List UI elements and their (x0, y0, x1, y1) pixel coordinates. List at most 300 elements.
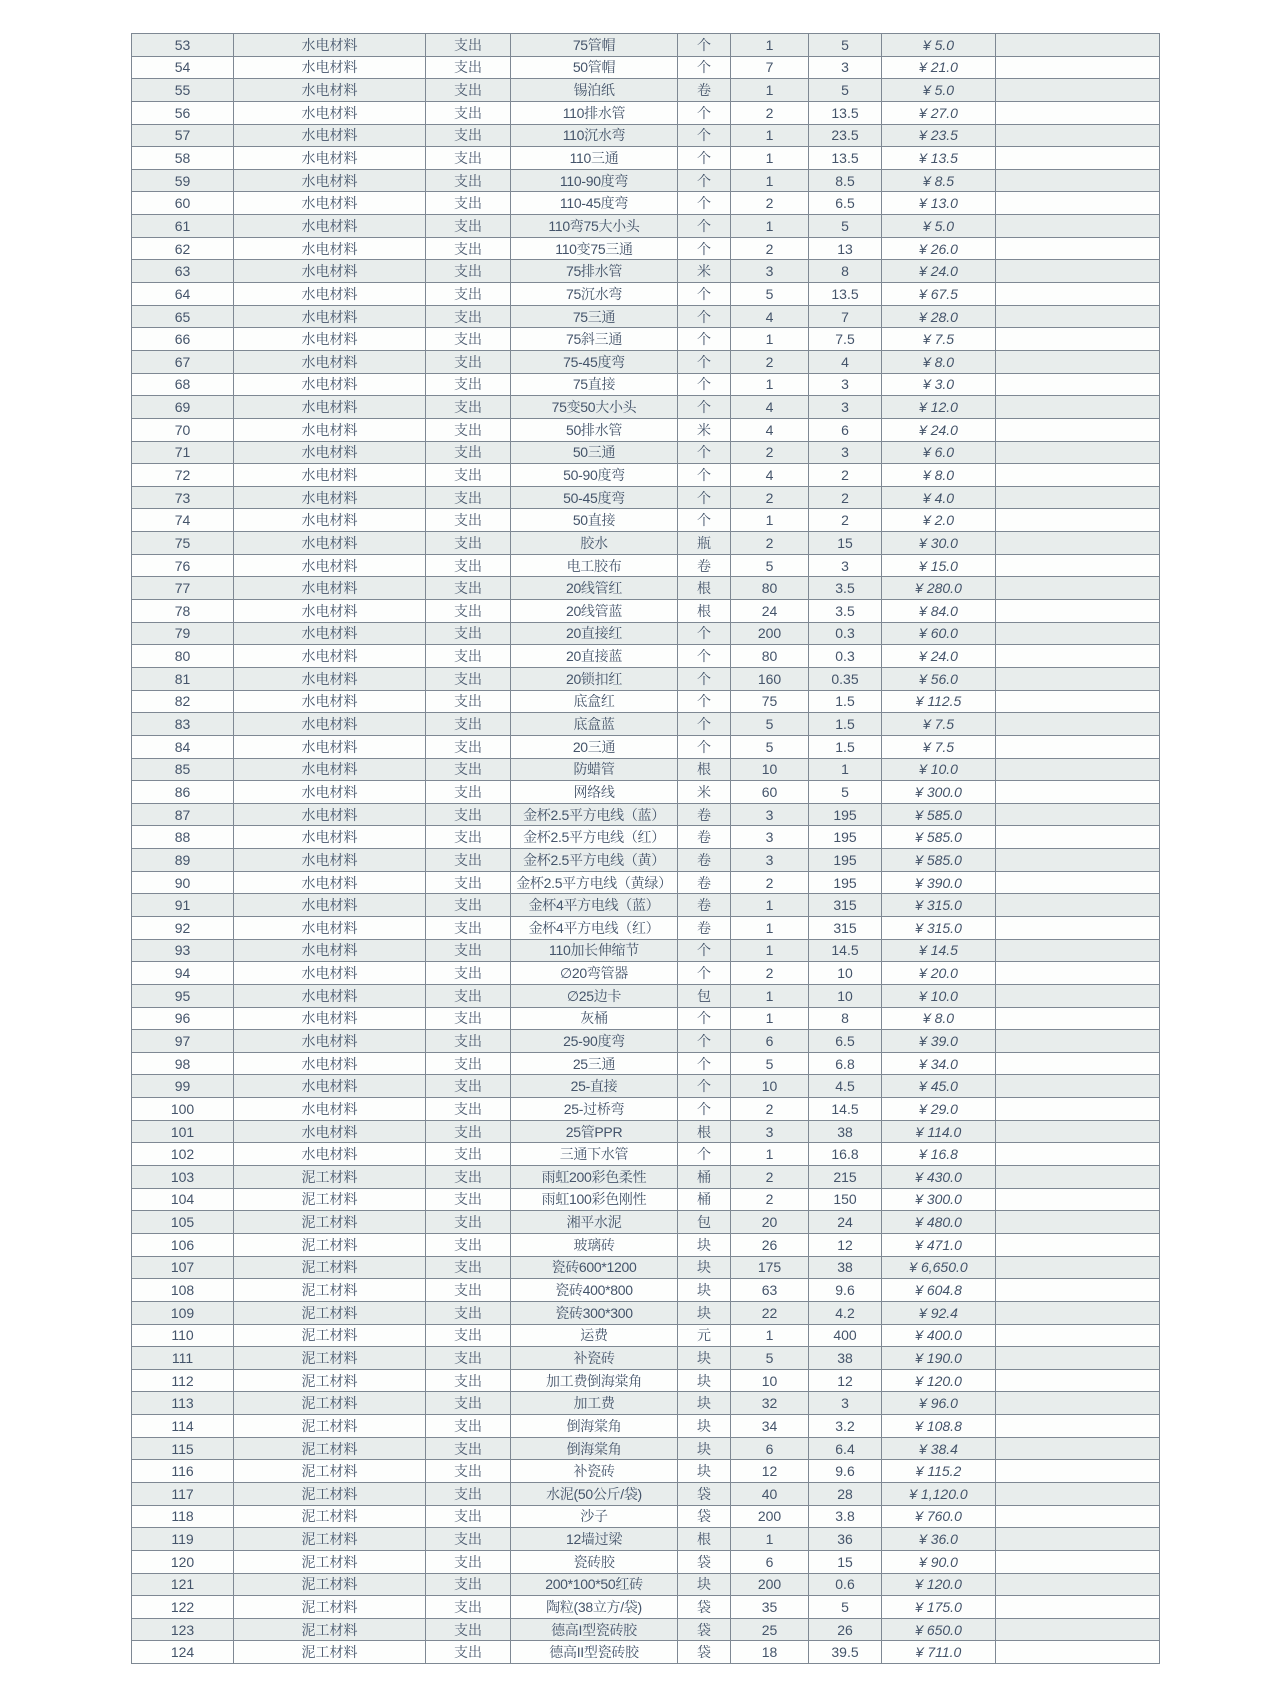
cell-item: 底盒红 (511, 690, 678, 713)
cell-amount: ¥ 60.0 (882, 622, 996, 645)
cell-type: 支出 (426, 441, 511, 464)
cell-unit: 个 (678, 1030, 731, 1053)
cell-unit: 个 (678, 713, 731, 736)
cell-qty: 25 (731, 1618, 809, 1641)
cell-item: 倒海棠角 (511, 1415, 678, 1438)
cell-amount: ¥ 67.5 (882, 283, 996, 306)
cell-amount: ¥ 7.5 (882, 713, 996, 736)
table-row (132, 939, 1160, 962)
table-row (132, 1641, 1160, 1664)
cell-qty: 7 (731, 56, 809, 79)
cell-category: 水电材料 (234, 418, 426, 441)
cell-type: 支出 (426, 1030, 511, 1053)
cell-item: 补瓷砖 (511, 1347, 678, 1370)
cell-qty: 5 (731, 735, 809, 758)
cell-price: 9.6 (809, 1460, 882, 1483)
table-row (132, 418, 1160, 441)
cell-note (996, 79, 1160, 102)
cell-category: 泥工材料 (234, 1618, 426, 1641)
cell-category: 泥工材料 (234, 1392, 426, 1415)
cell-seq: 106 (132, 1233, 234, 1256)
cell-price: 3 (809, 373, 882, 396)
cell-qty: 2 (731, 871, 809, 894)
cell-qty: 3 (731, 260, 809, 283)
cell-item: 湘平水泥 (511, 1211, 678, 1234)
cell-type: 支出 (426, 1052, 511, 1075)
cell-category: 水电材料 (234, 735, 426, 758)
cell-item: 50直接 (511, 509, 678, 532)
cell-item: 沙子 (511, 1505, 678, 1528)
cell-unit: 个 (678, 192, 731, 215)
cell-amount: ¥ 27.0 (882, 101, 996, 124)
cell-qty: 6 (731, 1550, 809, 1573)
cell-amount: ¥ 8.0 (882, 350, 996, 373)
table-row (132, 305, 1160, 328)
table-row (132, 1460, 1160, 1483)
cell-category: 泥工材料 (234, 1483, 426, 1506)
cell-category: 水电材料 (234, 79, 426, 102)
cell-amount: ¥ 5.0 (882, 34, 996, 57)
cell-type: 支出 (426, 1211, 511, 1234)
cell-price: 12 (809, 1369, 882, 1392)
cell-price: 4 (809, 350, 882, 373)
cell-item: 20三通 (511, 735, 678, 758)
cell-price: 3.5 (809, 600, 882, 623)
cell-item: 25管PPR (511, 1120, 678, 1143)
cell-amount: ¥ 315.0 (882, 916, 996, 939)
cell-category: 水电材料 (234, 34, 426, 57)
cell-unit: 个 (678, 667, 731, 690)
cell-amount: ¥ 7.5 (882, 328, 996, 351)
cell-amount: ¥ 13.5 (882, 147, 996, 170)
cell-seq: 61 (132, 215, 234, 238)
cell-price: 13.5 (809, 147, 882, 170)
cell-amount: ¥ 175.0 (882, 1596, 996, 1619)
cell-amount: ¥ 108.8 (882, 1415, 996, 1438)
cell-amount: ¥ 5.0 (882, 79, 996, 102)
cell-amount: ¥ 56.0 (882, 667, 996, 690)
table-row (132, 1573, 1160, 1596)
cell-type: 支出 (426, 1369, 511, 1392)
cell-type: 支出 (426, 622, 511, 645)
cell-note (996, 441, 1160, 464)
cell-unit: 个 (678, 283, 731, 306)
cell-item: 金杯4平方电线（红） (511, 916, 678, 939)
cell-seq: 99 (132, 1075, 234, 1098)
cell-seq: 95 (132, 984, 234, 1007)
cell-qty: 5 (731, 1052, 809, 1075)
cell-type: 支出 (426, 1279, 511, 1302)
cell-seq: 102 (132, 1143, 234, 1166)
cell-price: 15 (809, 1550, 882, 1573)
cell-item: 瓷砖300*300 (511, 1301, 678, 1324)
cell-category: 泥工材料 (234, 1528, 426, 1551)
cell-note (996, 871, 1160, 894)
cell-category: 水电材料 (234, 1143, 426, 1166)
cell-note (996, 1211, 1160, 1234)
cell-type: 支出 (426, 305, 511, 328)
cell-note (996, 600, 1160, 623)
cell-qty: 1 (731, 124, 809, 147)
cell-unit: 包 (678, 1211, 731, 1234)
cell-price: 24 (809, 1211, 882, 1234)
cell-seq: 66 (132, 328, 234, 351)
cell-category: 水电材料 (234, 1007, 426, 1030)
table-row (132, 1075, 1160, 1098)
table-body (132, 34, 1160, 1664)
cell-type: 支出 (426, 645, 511, 668)
cell-price: 8.5 (809, 169, 882, 192)
cell-note (996, 1075, 1160, 1098)
cell-note (996, 1324, 1160, 1347)
cell-price: 0.6 (809, 1573, 882, 1596)
cell-qty: 5 (731, 713, 809, 736)
table-row (132, 690, 1160, 713)
cell-type: 支出 (426, 1120, 511, 1143)
cell-unit: 个 (678, 124, 731, 147)
cell-qty: 1 (731, 147, 809, 170)
cell-qty: 26 (731, 1233, 809, 1256)
cell-item: 200*100*50红砖 (511, 1573, 678, 1596)
cell-item: 水泥(50公斤/袋) (511, 1483, 678, 1506)
cell-unit: 个 (678, 396, 731, 419)
table-row (132, 101, 1160, 124)
cell-amount: ¥ 10.0 (882, 984, 996, 1007)
cell-item: 25-过桥弯 (511, 1098, 678, 1121)
cell-qty: 200 (731, 622, 809, 645)
cell-amount: ¥ 280.0 (882, 577, 996, 600)
cell-seq: 116 (132, 1460, 234, 1483)
cell-note (996, 101, 1160, 124)
cell-note (996, 1369, 1160, 1392)
table-row (132, 1347, 1160, 1370)
cell-category: 水电材料 (234, 237, 426, 260)
cell-type: 支出 (426, 464, 511, 487)
cell-unit: 袋 (678, 1618, 731, 1641)
cell-price: 1.5 (809, 735, 882, 758)
table-row (132, 1166, 1160, 1189)
cell-amount: ¥ 315.0 (882, 894, 996, 917)
cell-note (996, 464, 1160, 487)
cell-item: 金杯2.5平方电线（黄） (511, 849, 678, 872)
cell-note (996, 1392, 1160, 1415)
cell-note (996, 1528, 1160, 1551)
cell-seq: 56 (132, 101, 234, 124)
cell-price: 39.5 (809, 1641, 882, 1664)
table-row (132, 34, 1160, 57)
cell-unit: 卷 (678, 826, 731, 849)
cell-qty: 60 (731, 781, 809, 804)
cell-seq: 80 (132, 645, 234, 668)
cell-unit: 个 (678, 169, 731, 192)
cell-price: 5 (809, 1596, 882, 1619)
cell-seq: 57 (132, 124, 234, 147)
cell-price: 1 (809, 758, 882, 781)
table-row (132, 1120, 1160, 1143)
cell-item: 防蜡管 (511, 758, 678, 781)
cell-qty: 20 (731, 1211, 809, 1234)
table-row (132, 1052, 1160, 1075)
cell-note (996, 124, 1160, 147)
table-row (132, 328, 1160, 351)
cell-item: 110加长伸缩节 (511, 939, 678, 962)
cell-type: 支出 (426, 1007, 511, 1030)
cell-type: 支出 (426, 1347, 511, 1370)
cell-price: 1.5 (809, 713, 882, 736)
cell-qty: 200 (731, 1505, 809, 1528)
cell-seq: 59 (132, 169, 234, 192)
cell-type: 支出 (426, 894, 511, 917)
cell-amount: ¥ 20.0 (882, 962, 996, 985)
cell-amount: ¥ 300.0 (882, 1188, 996, 1211)
cell-unit: 个 (678, 939, 731, 962)
cell-type: 支出 (426, 101, 511, 124)
cell-category: 水电材料 (234, 169, 426, 192)
cell-price: 8 (809, 260, 882, 283)
cell-category: 水电材料 (234, 215, 426, 238)
cell-amount: ¥ 45.0 (882, 1075, 996, 1098)
cell-note (996, 849, 1160, 872)
cell-price: 3 (809, 56, 882, 79)
cell-seq: 96 (132, 1007, 234, 1030)
cell-note (996, 1573, 1160, 1596)
cell-type: 支出 (426, 486, 511, 509)
cell-unit: 卷 (678, 803, 731, 826)
cell-type: 支出 (426, 690, 511, 713)
cell-note (996, 215, 1160, 238)
cell-item: 50-45度弯 (511, 486, 678, 509)
cell-seq: 119 (132, 1528, 234, 1551)
cell-category: 水电材料 (234, 305, 426, 328)
cell-type: 支出 (426, 1098, 511, 1121)
cell-category: 水电材料 (234, 101, 426, 124)
cell-price: 195 (809, 871, 882, 894)
cell-note (996, 169, 1160, 192)
cell-type: 支出 (426, 1460, 511, 1483)
cell-note (996, 1505, 1160, 1528)
cell-type: 支出 (426, 215, 511, 238)
cell-category: 水电材料 (234, 373, 426, 396)
table-row (132, 124, 1160, 147)
table-row (132, 1188, 1160, 1211)
cell-unit: 块 (678, 1301, 731, 1324)
cell-item: 雨虹200彩色柔性 (511, 1166, 678, 1189)
cell-category: 水电材料 (234, 192, 426, 215)
cell-type: 支出 (426, 713, 511, 736)
cell-price: 8 (809, 1007, 882, 1030)
cell-seq: 121 (132, 1573, 234, 1596)
cell-note (996, 237, 1160, 260)
cell-type: 支出 (426, 532, 511, 555)
cell-note (996, 1301, 1160, 1324)
cell-amount: ¥ 114.0 (882, 1120, 996, 1143)
cell-type: 支出 (426, 600, 511, 623)
table-row (132, 1505, 1160, 1528)
cell-category: 泥工材料 (234, 1301, 426, 1324)
cell-qty: 1 (731, 215, 809, 238)
cell-seq: 114 (132, 1415, 234, 1438)
cell-unit: 袋 (678, 1505, 731, 1528)
cell-note (996, 56, 1160, 79)
table-row (132, 260, 1160, 283)
cell-note (996, 916, 1160, 939)
cell-type: 支出 (426, 1483, 511, 1506)
cell-seq: 78 (132, 600, 234, 623)
cell-item: 底盒蓝 (511, 713, 678, 736)
cell-note (996, 1415, 1160, 1438)
cell-qty: 2 (731, 237, 809, 260)
cell-qty: 160 (731, 667, 809, 690)
cell-unit: 块 (678, 1392, 731, 1415)
cell-type: 支出 (426, 1550, 511, 1573)
cell-category: 泥工材料 (234, 1324, 426, 1347)
cell-amount: ¥ 39.0 (882, 1030, 996, 1053)
cell-qty: 80 (731, 645, 809, 668)
cell-type: 支出 (426, 1324, 511, 1347)
cell-item: 锡泊纸 (511, 79, 678, 102)
cell-category: 泥工材料 (234, 1233, 426, 1256)
cell-seq: 108 (132, 1279, 234, 1302)
cell-category: 水电材料 (234, 350, 426, 373)
cell-type: 支出 (426, 1075, 511, 1098)
cell-item: 50三通 (511, 441, 678, 464)
cell-price: 36 (809, 1528, 882, 1551)
table-row (132, 486, 1160, 509)
cell-item: ∅25边卡 (511, 984, 678, 1007)
cell-item: 110沉水弯 (511, 124, 678, 147)
cell-item: 110三通 (511, 147, 678, 170)
cell-type: 支出 (426, 1573, 511, 1596)
cell-amount: ¥ 36.0 (882, 1528, 996, 1551)
cell-type: 支出 (426, 781, 511, 804)
cell-qty: 1 (731, 1528, 809, 1551)
table-row (132, 1415, 1160, 1438)
cell-category: 泥工材料 (234, 1641, 426, 1664)
cell-price: 38 (809, 1120, 882, 1143)
cell-seq: 63 (132, 260, 234, 283)
cell-category: 水电材料 (234, 962, 426, 985)
cell-category: 水电材料 (234, 758, 426, 781)
cell-note (996, 939, 1160, 962)
cell-category: 泥工材料 (234, 1256, 426, 1279)
cell-type: 支出 (426, 916, 511, 939)
cell-seq: 75 (132, 532, 234, 555)
cell-item: 75三通 (511, 305, 678, 328)
table-row (132, 1301, 1160, 1324)
cell-price: 3.8 (809, 1505, 882, 1528)
cell-seq: 118 (132, 1505, 234, 1528)
cell-note (996, 622, 1160, 645)
cell-unit: 桶 (678, 1188, 731, 1211)
cell-price: 3 (809, 554, 882, 577)
table-row (132, 1143, 1160, 1166)
cell-qty: 4 (731, 418, 809, 441)
cell-note (996, 1256, 1160, 1279)
cell-amount: ¥ 5.0 (882, 215, 996, 238)
cell-category: 泥工材料 (234, 1369, 426, 1392)
cell-seq: 87 (132, 803, 234, 826)
cell-note (996, 1120, 1160, 1143)
cell-category: 水电材料 (234, 622, 426, 645)
cell-price: 0.3 (809, 622, 882, 645)
cell-qty: 4 (731, 305, 809, 328)
table-row (132, 1030, 1160, 1053)
cell-category: 水电材料 (234, 124, 426, 147)
cell-unit: 卷 (678, 871, 731, 894)
cell-category: 水电材料 (234, 260, 426, 283)
cell-price: 5 (809, 79, 882, 102)
cell-note (996, 1596, 1160, 1619)
cell-unit: 个 (678, 1075, 731, 1098)
cell-price: 6.4 (809, 1437, 882, 1460)
cell-note (996, 1166, 1160, 1189)
cell-seq: 97 (132, 1030, 234, 1053)
cell-item: 瓷砖600*1200 (511, 1256, 678, 1279)
cell-item: 瓷砖400*800 (511, 1279, 678, 1302)
cell-item: 网络线 (511, 781, 678, 804)
cell-qty: 6 (731, 1030, 809, 1053)
cell-note (996, 894, 1160, 917)
cell-item: 德高I型瓷砖胶 (511, 1618, 678, 1641)
cell-seq: 84 (132, 735, 234, 758)
cell-amount: ¥ 16.8 (882, 1143, 996, 1166)
cell-seq: 120 (132, 1550, 234, 1573)
cell-price: 12 (809, 1233, 882, 1256)
cell-type: 支出 (426, 758, 511, 781)
cell-qty: 4 (731, 396, 809, 419)
cell-qty: 10 (731, 1075, 809, 1098)
cell-item: 电工胶布 (511, 554, 678, 577)
table-row (132, 1324, 1160, 1347)
cell-unit: 卷 (678, 894, 731, 917)
cell-qty: 1 (731, 169, 809, 192)
cell-unit: 个 (678, 101, 731, 124)
cell-type: 支出 (426, 192, 511, 215)
cell-price: 315 (809, 916, 882, 939)
cell-price: 5 (809, 781, 882, 804)
cell-price: 9.6 (809, 1279, 882, 1302)
cell-type: 支出 (426, 169, 511, 192)
table-row (132, 1098, 1160, 1121)
cell-amount: ¥ 760.0 (882, 1505, 996, 1528)
cell-note (996, 1188, 1160, 1211)
cell-item: 110弯75大小头 (511, 215, 678, 238)
cell-item: 胶水 (511, 532, 678, 555)
cell-unit: 个 (678, 690, 731, 713)
cell-qty: 18 (731, 1641, 809, 1664)
cell-seq: 122 (132, 1596, 234, 1619)
cell-amount: ¥ 2.0 (882, 509, 996, 532)
cell-seq: 103 (132, 1166, 234, 1189)
cell-unit: 袋 (678, 1483, 731, 1506)
cell-category: 水电材料 (234, 939, 426, 962)
cell-price: 150 (809, 1188, 882, 1211)
cell-type: 支出 (426, 554, 511, 577)
cell-item: 加工费 (511, 1392, 678, 1415)
cell-type: 支出 (426, 509, 511, 532)
cell-price: 6.8 (809, 1052, 882, 1075)
cell-unit: 根 (678, 1120, 731, 1143)
cell-amount: ¥ 8.0 (882, 1007, 996, 1030)
cell-unit: 个 (678, 622, 731, 645)
cell-note (996, 373, 1160, 396)
cell-qty: 1 (731, 373, 809, 396)
cell-seq: 92 (132, 916, 234, 939)
cell-price: 4.2 (809, 1301, 882, 1324)
cell-amount: ¥ 12.0 (882, 396, 996, 419)
table-row (132, 894, 1160, 917)
cell-note (996, 803, 1160, 826)
